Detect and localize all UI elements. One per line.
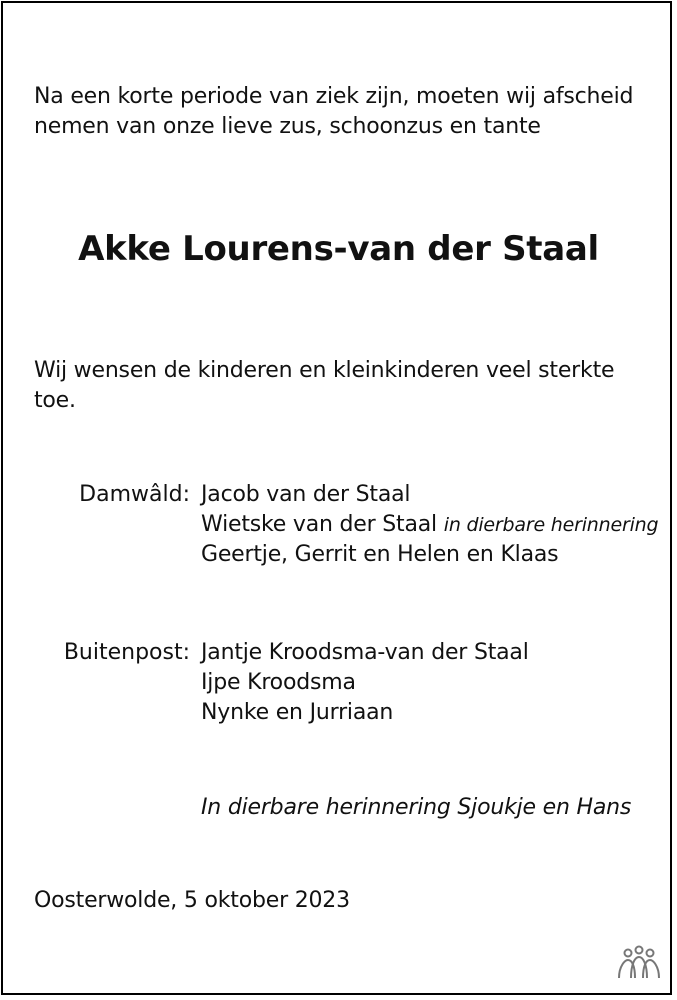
- wish-text: [34, 356, 614, 416]
- family-place-damwald: Damwâld:: [79, 482, 190, 507]
- family-member: Nynke en Jurriaan: [201, 700, 394, 725]
- memorial-note: in dierbare herinnering: [443, 514, 659, 536]
- family-member: Jantje Kroodsma-van der Staal: [201, 640, 529, 665]
- family-member: [201, 510, 658, 540]
- intro-line-1: Na een korte periode van ziek zijn, moeten wij afscheid: [34, 84, 634, 109]
- memorial-line: In dierbare herinnering Sjoukje en Hans: [201, 795, 632, 820]
- family-member-name: Wietske van der Staal: [201, 512, 437, 537]
- people-group-icon: [615, 944, 663, 984]
- wish-line-2: toe.: [34, 388, 76, 413]
- wish-line-1: Wij wensen de kinderen en kleinkinderen veel sterkte: [34, 358, 615, 383]
- intro-text: [34, 82, 633, 142]
- family-member: Ijpe Kroodsma: [201, 670, 356, 695]
- family-member: Geertje, Gerrit en Helen en Klaas: [201, 542, 559, 567]
- deceased-name: Akke Lourens-van der Staal: [78, 229, 599, 269]
- family-names-buitenpost: [201, 638, 529, 728]
- family-place-buitenpost: Buitenpost:: [63, 640, 190, 665]
- place-date: Oosterwolde, 5 oktober 2023: [34, 888, 350, 913]
- intro-line-2: nemen van onze lieve zus, schoonzus en tante: [34, 114, 541, 139]
- family-names-damwald: [201, 480, 658, 570]
- family-member: Jacob van der Staal: [201, 482, 411, 507]
